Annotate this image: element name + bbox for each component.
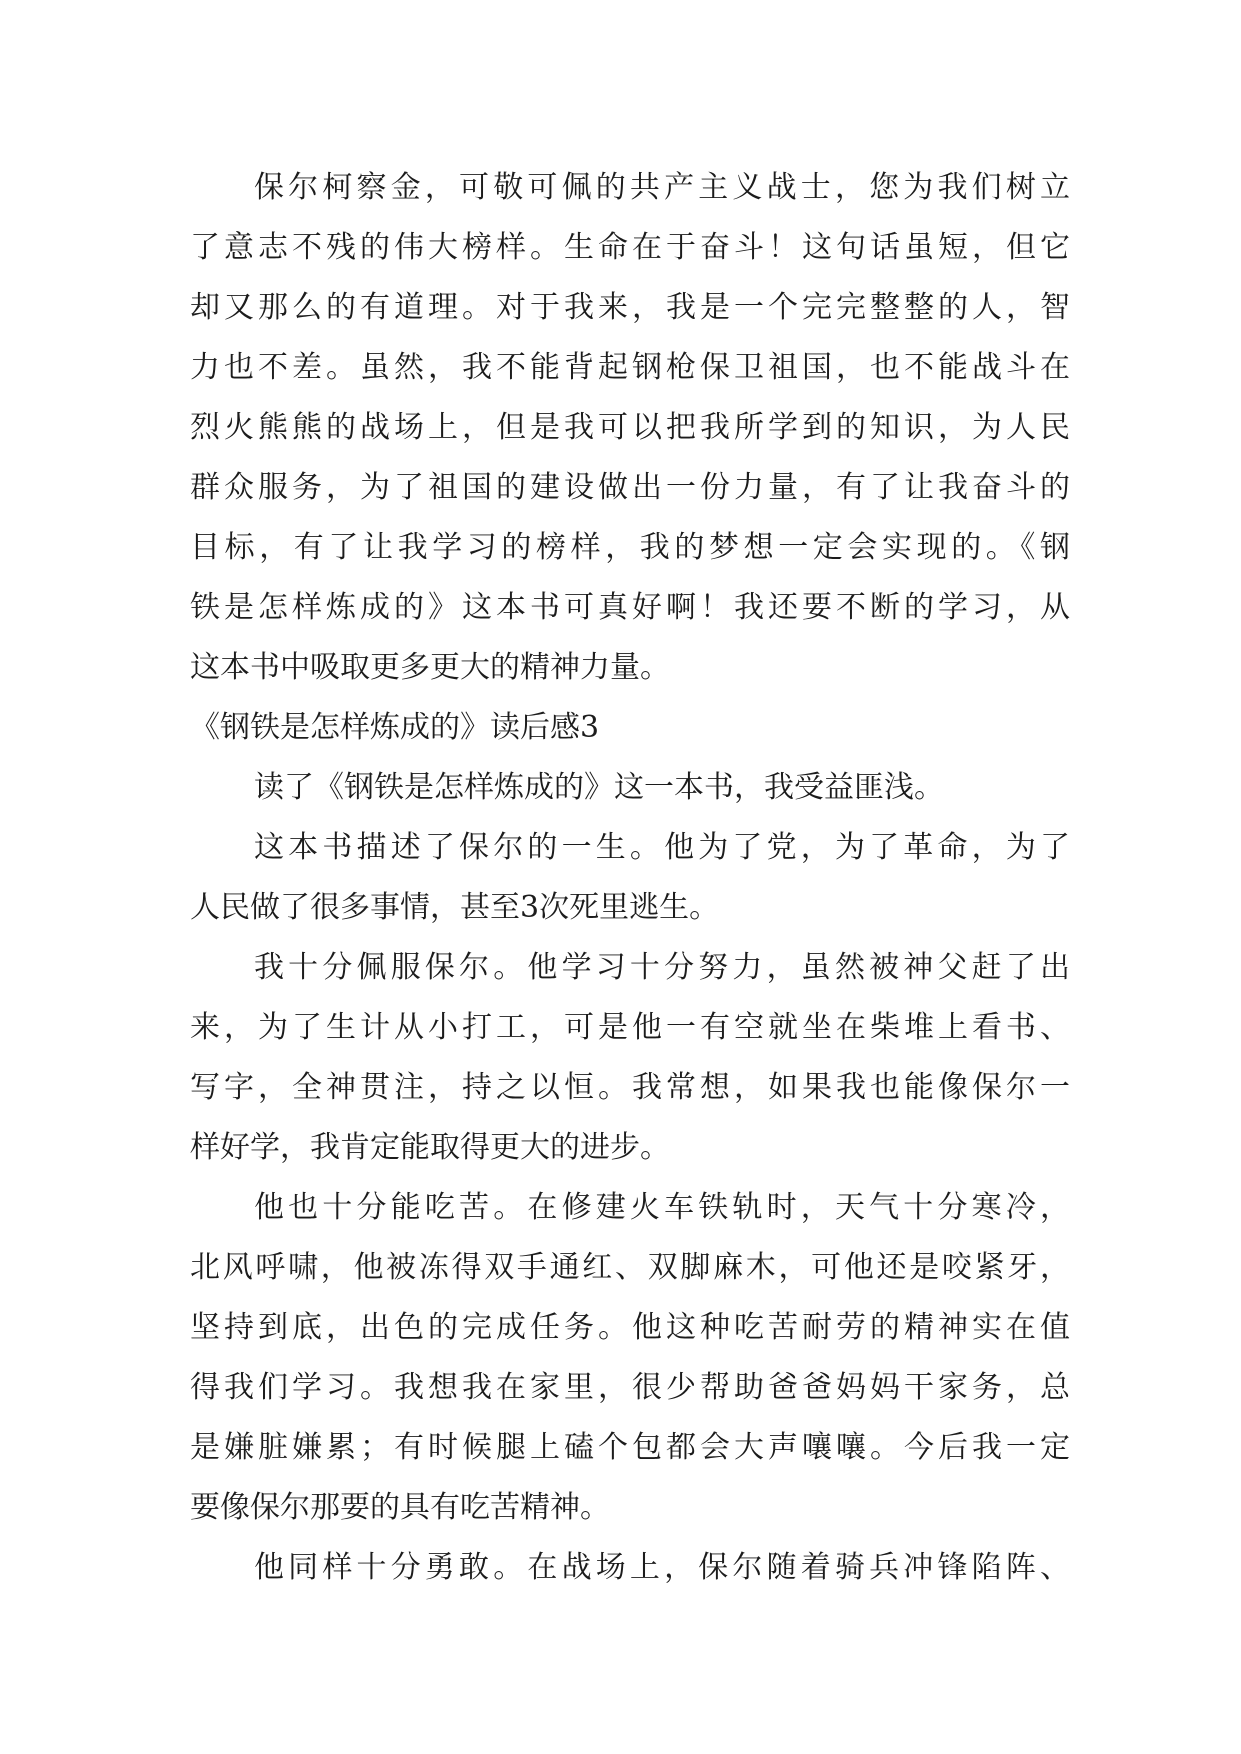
text-line: 这本书中吸取更多更大的精神力量。 bbox=[190, 650, 670, 685]
text-line: 烈火熊熊的战场上，但是我可以把我所学到的知识，为人民 bbox=[190, 410, 1070, 445]
text-line: 却又那么的有道理。对于我来，我是一个完完整整的人，智 bbox=[190, 290, 1070, 325]
text-line: 这本书描述了保尔的一生。他为了党，为了革命，为了 bbox=[254, 830, 1070, 865]
text-line: 来，为了生计从小打工，可是他一有空就坐在柴堆上看书、 bbox=[190, 1010, 1070, 1045]
text-line: 得我们学习。我想我在家里，很少帮助爸爸妈妈干家务，总 bbox=[190, 1370, 1070, 1405]
text-line: 铁是怎样炼成的》这本书可真好啊！我还要不断的学习，从 bbox=[190, 590, 1070, 625]
text-line: 我十分佩服保尔。他学习十分努力，虽然被神父赶了出 bbox=[254, 950, 1070, 985]
text-line: 他同样十分勇敢。在战场上，保尔随着骑兵冲锋陷阵、 bbox=[254, 1550, 1070, 1585]
text-line: 样好学，我肯定能取得更大的进步。 bbox=[190, 1130, 670, 1165]
text-line: 北风呼啸，他被冻得双手通红、双脚麻木，可他还是咬紧牙， bbox=[190, 1250, 1070, 1285]
text-line: 群众服务，为了祖国的建设做出一份力量，有了让我奋斗的 bbox=[190, 470, 1070, 505]
text-line: 他也十分能吃苦。在修建火车铁轨时，天气十分寒冷， bbox=[254, 1190, 1070, 1225]
text-line: 坚持到底，出色的完成任务。他这种吃苦耐劳的精神实在值 bbox=[190, 1310, 1070, 1345]
section-heading: 《钢铁是怎样炼成的》读后感3 bbox=[190, 710, 600, 745]
text-line: 目标，有了让我学习的榜样，我的梦想一定会实现的。《钢 bbox=[190, 530, 1070, 565]
text-line: 保尔柯察金，可敬可佩的共产主义战士，您为我们树立 bbox=[254, 170, 1070, 205]
text-line: 人民做了很多事情，甚至3次死里逃生。 bbox=[190, 890, 720, 925]
text-line: 是嫌脏嫌累；有时候腿上磕个包都会大声嚷嚷。今后我一定 bbox=[190, 1430, 1070, 1465]
text-line: 力也不差。虽然，我不能背起钢枪保卫祖国，也不能战斗在 bbox=[190, 350, 1070, 385]
text-line: 读了《钢铁是怎样炼成的》这一本书，我受益匪浅。 bbox=[254, 770, 944, 805]
text-line: 写字，全神贯注，持之以恒。我常想，如果我也能像保尔一 bbox=[190, 1070, 1070, 1105]
text-line: 要像保尔那要的具有吃苦精神。 bbox=[190, 1490, 610, 1525]
text-line: 了意志不残的伟大榜样。生命在于奋斗！这句话虽短，但它 bbox=[190, 230, 1070, 265]
document-page bbox=[190, 158, 1070, 1598]
